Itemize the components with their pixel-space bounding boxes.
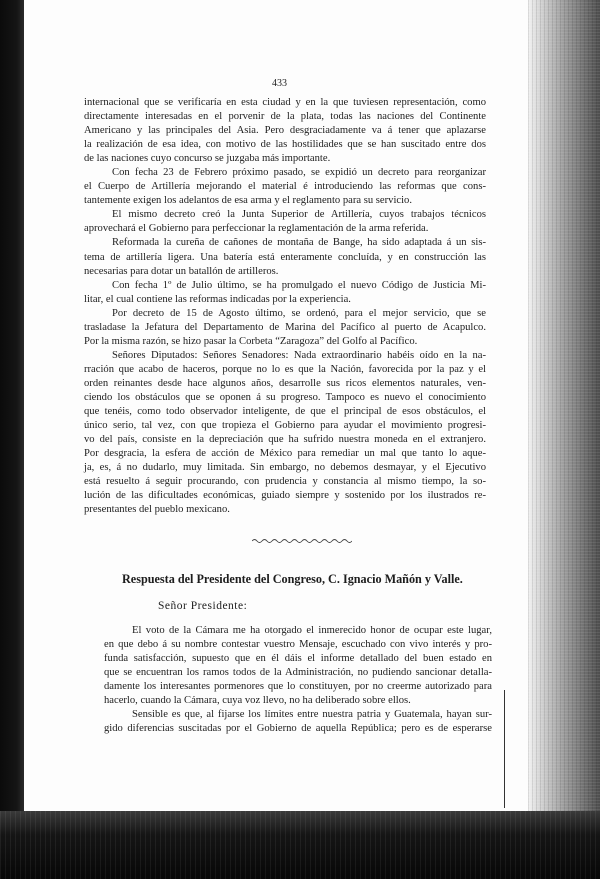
text-line: Por desgracia, la esfera de acción de México para remediar un mal que tanto lo aque-	[84, 448, 486, 460]
text-line: que tenéis, como todo observador inteligente, de que el principal de esos obstáculos, el	[84, 406, 486, 418]
text-line: internacional que se verificaría en esta ciudad y en la que tuviesen representación, como	[84, 97, 486, 108]
section-heading: Respuesta del Presidente del Congreso, C. Ignacio Mañón y Valle.	[122, 572, 463, 586]
text-line: aprovechará el Gobierno para perfeccionar la reglamentación de la arma referida.	[84, 223, 429, 235]
text-line: El mismo decreto creó la Junta Superior de Artillería, cuyos trabajos técnicos	[112, 209, 486, 221]
text-line: damente los interesantes pormenores que lo constituyen, por no creerme autorizado para	[104, 681, 492, 693]
scan-left-edge	[0, 0, 24, 879]
scan-bottom-edge	[0, 811, 600, 879]
body-text	[84, 96, 486, 517]
text-line: El voto de la Cámara me ha otorgado el inmerecido honor de ocupar este lugar,	[132, 625, 492, 636]
text-line: está resuelto á seguir procurando, con prudencia y constancia al mismo tiempo, la so-	[84, 476, 486, 488]
text-line: único serio, tal vez, con que tropieza el Gobierno para ayudar el movimiento progresi-	[84, 420, 486, 432]
text-line: Reformada la cureña de cañones de montaña de Bange, ha sido adaptada á un sis-	[112, 237, 486, 249]
text-line: la realización de esa idea, con motivo de las hostilidades que se han suscitado entre dos	[84, 139, 486, 151]
text-line: Con fecha 23 de Febrero próximo pasado, se expidió un decreto para reorganizar	[112, 167, 486, 179]
text-line: lución de las dificultades económicas, guiado siempre y sostenido por los ilustrados re-	[84, 490, 486, 502]
text-line: Por decreto de 15 de Agosto último, se ordenó, para el mejor servicio, que se	[112, 307, 486, 319]
text-line: presentantes del pueblo mexicano.	[84, 504, 230, 516]
reply-text	[104, 624, 492, 736]
text-line: litar, el cual contiene las reformas indicadas por la experiencia.	[84, 293, 351, 305]
margin-mark	[504, 690, 505, 808]
text-line: hacerlo, cuando la Cámara, cuya voz llevo, no ha deliberado sobre ellos.	[104, 695, 411, 707]
page-number: 433	[272, 78, 287, 89]
text-line: de las naciones cuyo concurso se juzgaba más importante.	[84, 153, 331, 165]
text-line: tema de artillería ligera. Una batería está enteramente concluída, y en construcción las	[84, 251, 486, 263]
text-line: directamente interesadas en el porvenir de la plata, todas las naciones del Continente	[84, 111, 486, 123]
document-page	[24, 0, 528, 811]
text-line: el Cuerpo de Artillería mejorando el material é introduciendo las reformas que cons-	[84, 181, 486, 193]
text-line: gido diferencias suscitadas por el Gobierno de aquella República; pero es de esperarse	[104, 723, 492, 735]
text-line: necesarias para dotar un batallón de artilleros.	[84, 265, 279, 277]
text-line: Americano y las principales del Asia. Pero desgraciadamente va á tener que aplazarse	[84, 125, 486, 137]
text-line: en que debo á su nombre contestar vuestro Mensaje, escuchado con vivo interés y pro-	[104, 639, 492, 651]
text-line: Con fecha 1º de Julio último, se ha promulgado el nuevo Código de Justicia Mi-	[112, 279, 486, 291]
text-line: Por la misma razón, se hizo pasar la Corbeta “Zaragoza” del Golfo al Pacífico.	[84, 335, 418, 347]
text-line: ciendo los obstáculos que se oponen á su progreso. Tampoco es nuevo el conocimiento	[84, 391, 486, 403]
scan-right-edge	[528, 0, 600, 879]
text-line: funda satisfacción, supuesto que en él dáis el informe detallado del buen estado en	[104, 653, 492, 665]
text-line: rración que acabo de haceros, porque no lo es que la Nación, favorecida por la paz y el	[84, 363, 486, 375]
text-line: ja, es, á no dudarlo, muy limitada. Sin embargo, no debemos desmayar, y el Ejecutivo	[84, 462, 486, 474]
text-line: Sensible es que, al fijarse los límites entre nuestra patria y Guatemala, hayan sur-	[132, 709, 492, 721]
section-divider	[252, 538, 352, 544]
text-line: que se encuentran los ramos todos de la Administración, no pudiendo sancionar detalla-	[104, 667, 492, 679]
text-line: orden reinantes desde hace algunos años, desarrolle sus ricos elementos naturales, ven-	[84, 377, 486, 389]
text-line: trasladase la Jefatura del Departamento de Marina del Pacífico al puerto de Acapulco.	[84, 321, 486, 333]
text-line: tantemente exigen los adelantos de esa arma y el reglamento para su servicio.	[84, 195, 412, 207]
text-line: Señores Diputados: Señores Senadores: Nada extraordinario habéis oído en la na-	[112, 349, 486, 361]
salutation: Señor Presidente:	[158, 600, 248, 612]
text-line: vo del país, consiste en la depreciación que ha sufrido nuestra moneda en el extranjero.	[84, 434, 486, 446]
